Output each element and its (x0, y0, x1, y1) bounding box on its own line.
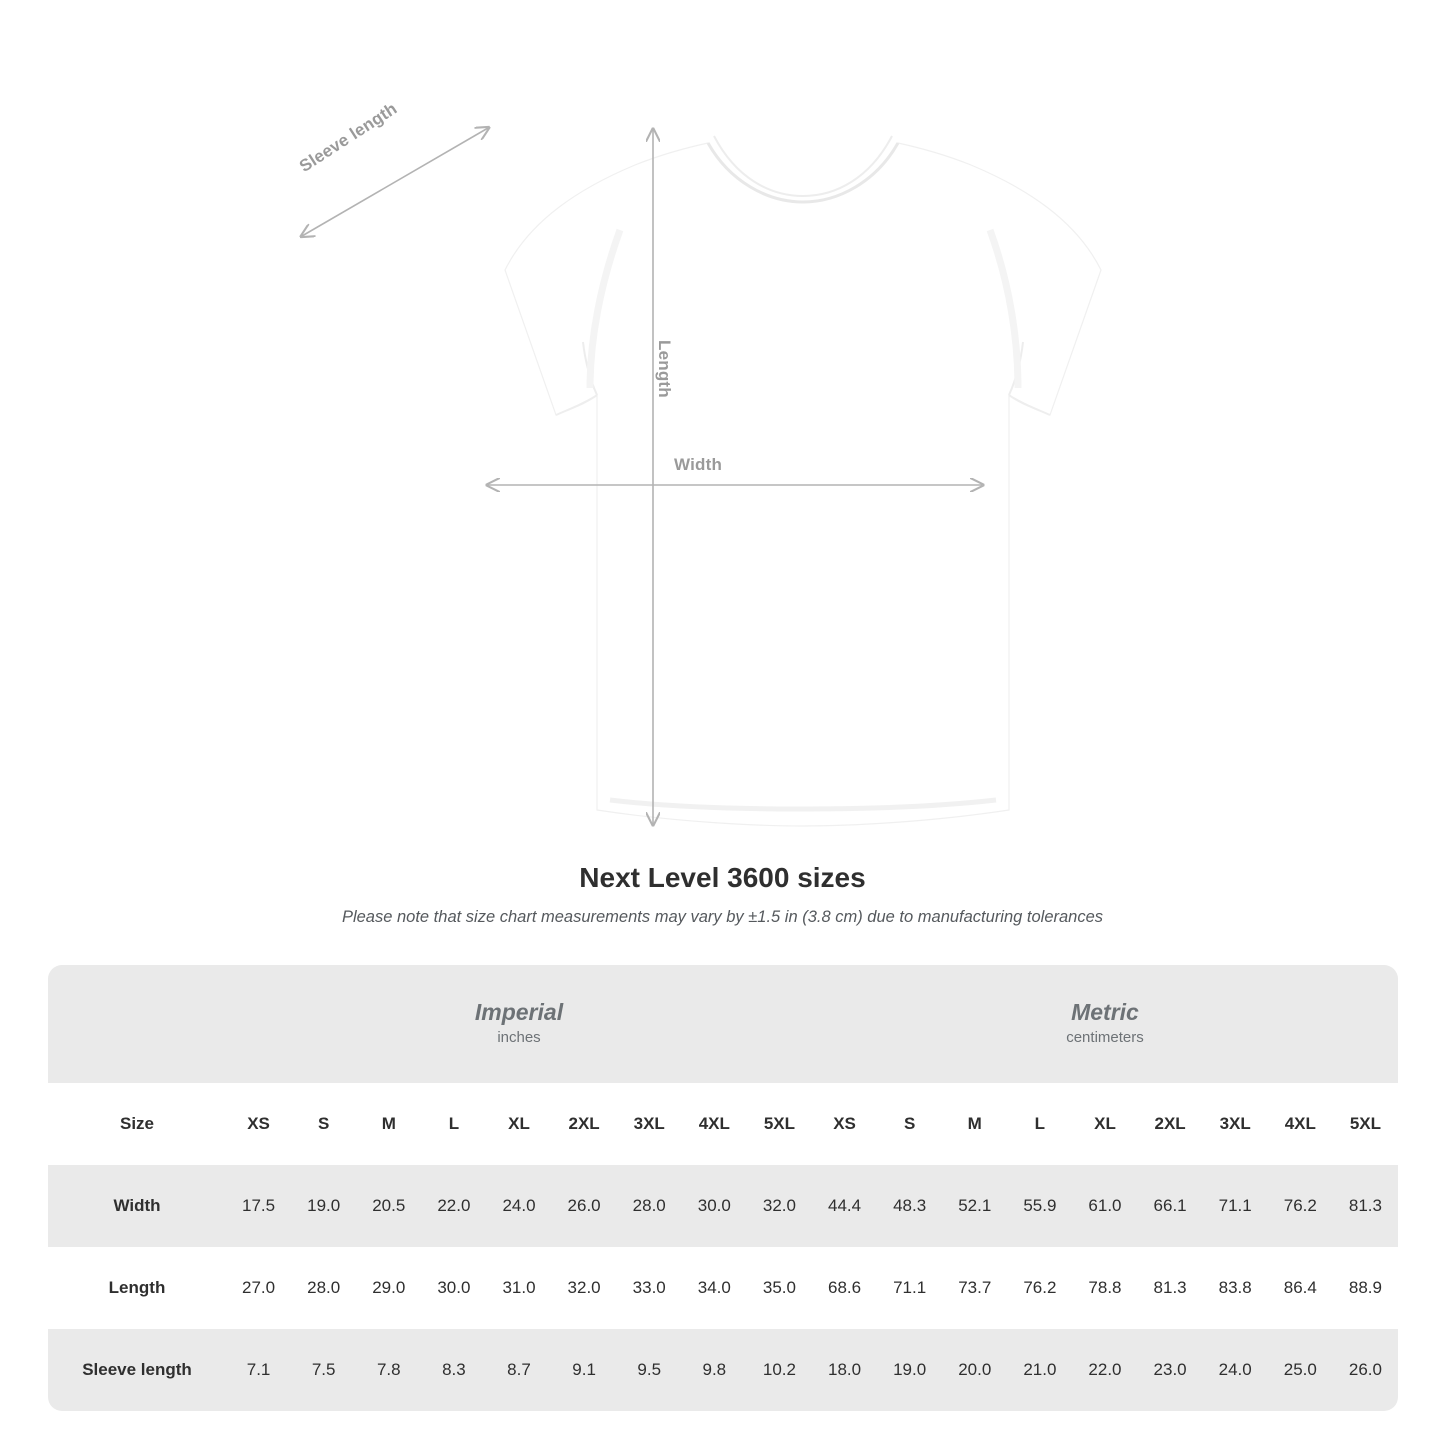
sleeve-cell: 7.1 (226, 1329, 291, 1411)
width-cell: 30.0 (682, 1165, 747, 1247)
size-cell: S (291, 1083, 356, 1165)
width-arrow (480, 472, 990, 498)
length-cell: 29.0 (356, 1247, 421, 1329)
width-cell: 76.2 (1268, 1165, 1333, 1247)
width-cell: 81.3 (1333, 1165, 1398, 1247)
row-label-size: Size (48, 1083, 226, 1165)
length-cell: 31.0 (486, 1247, 551, 1329)
size-cell: 2XL (1138, 1083, 1203, 1165)
size-table (48, 965, 1398, 1411)
width-cell: 71.1 (1203, 1165, 1268, 1247)
row-label-width: Width (48, 1165, 226, 1247)
size-cell: 5XL (1333, 1083, 1398, 1165)
size-cell: M (356, 1083, 421, 1165)
size-cell: 2XL (552, 1083, 617, 1165)
sleeve-cell: 18.0 (812, 1329, 877, 1411)
unit-name-imperial: Imperial (474, 998, 564, 1025)
size-cell: XS (812, 1083, 877, 1165)
width-cell: 32.0 (747, 1165, 812, 1247)
length-cell: 35.0 (747, 1247, 812, 1329)
sleeve-cell: 8.3 (421, 1329, 486, 1411)
size-cell: XS (226, 1083, 291, 1165)
sleeve-length-label: Sleeve length (296, 98, 401, 176)
width-cell: 44.4 (812, 1165, 877, 1247)
width-cell: 48.3 (877, 1165, 942, 1247)
unit-sub-imperial: inches (497, 1029, 541, 1047)
width-cell: 22.0 (421, 1165, 486, 1247)
sleeve-cell: 9.8 (682, 1329, 747, 1411)
length-cell: 34.0 (682, 1247, 747, 1329)
unit-name-metric: Metric (1071, 998, 1139, 1025)
sleeve-cell: 23.0 (1138, 1329, 1203, 1411)
sleeve-cell: 20.0 (942, 1329, 1007, 1411)
size-cell: XL (1072, 1083, 1137, 1165)
width-cell: 19.0 (291, 1165, 356, 1247)
size-cell: 3XL (1203, 1083, 1268, 1165)
sleeve-cell: 22.0 (1072, 1329, 1137, 1411)
tolerance-note: Please note that size chart measurements may vary by ±1.5 in (3.8 cm) due to manufacturing tolerances (341, 908, 1104, 926)
unit-header-spacer (48, 965, 226, 1083)
length-cell: 78.8 (1072, 1247, 1137, 1329)
sleeve-cell: 19.0 (877, 1329, 942, 1411)
size-cell: L (421, 1083, 486, 1165)
length-cell: 27.0 (226, 1247, 291, 1329)
width-cell: 66.1 (1138, 1165, 1203, 1247)
size-cell: XL (486, 1083, 551, 1165)
length-cell: 71.1 (877, 1247, 942, 1329)
sleeve-cell: 9.5 (617, 1329, 682, 1411)
width-cell: 17.5 (226, 1165, 291, 1247)
table-row-length (48, 1247, 1398, 1329)
length-cell: 83.8 (1203, 1247, 1268, 1329)
table-unit-header-row (48, 965, 1398, 1083)
width-cell: 24.0 (486, 1165, 551, 1247)
sleeve-cell: 7.8 (356, 1329, 421, 1411)
size-cell: 4XL (682, 1083, 747, 1165)
sleeve-cell: 26.0 (1333, 1329, 1398, 1411)
length-cell: 88.9 (1333, 1247, 1398, 1329)
length-label: Length (655, 340, 674, 398)
sleeve-cell: 25.0 (1268, 1329, 1333, 1411)
row-label-length: Length (48, 1247, 226, 1329)
sleeve-cell: 10.2 (747, 1329, 812, 1411)
length-cell: 33.0 (617, 1247, 682, 1329)
width-cell: 55.9 (1007, 1165, 1072, 1247)
width-cell: 26.0 (552, 1165, 617, 1247)
unit-header-metric (812, 965, 1398, 1083)
size-cell: 4XL (1268, 1083, 1333, 1165)
width-label: Width (674, 455, 723, 474)
sleeve-cell: 21.0 (1007, 1329, 1072, 1411)
sleeve-cell: 24.0 (1203, 1329, 1268, 1411)
unit-sub-metric: centimeters (1066, 1029, 1144, 1047)
size-cell: S (877, 1083, 942, 1165)
length-cell: 86.4 (1268, 1247, 1333, 1329)
width-cell: 52.1 (942, 1165, 1007, 1247)
length-cell: 76.2 (1007, 1247, 1072, 1329)
size-cell: L (1007, 1083, 1072, 1165)
table-row-width (48, 1165, 1398, 1247)
length-cell: 68.6 (812, 1247, 877, 1329)
length-cell: 73.7 (942, 1247, 1007, 1329)
size-cell: M (942, 1083, 1007, 1165)
sleeve-cell: 7.5 (291, 1329, 356, 1411)
size-cell: 5XL (747, 1083, 812, 1165)
length-cell: 32.0 (552, 1247, 617, 1329)
width-cell: 61.0 (1072, 1165, 1137, 1247)
table-row-size (48, 1083, 1398, 1165)
sleeve-cell: 8.7 (486, 1329, 551, 1411)
length-cell: 30.0 (421, 1247, 486, 1329)
width-cell: 28.0 (617, 1165, 682, 1247)
sleeve-length-arrow (286, 118, 506, 248)
unit-header-imperial (226, 965, 812, 1083)
length-cell: 28.0 (291, 1247, 356, 1329)
width-cell: 20.5 (356, 1165, 421, 1247)
size-cell: 3XL (617, 1083, 682, 1165)
page-title: Next Level 3600 sizes (579, 862, 866, 893)
length-cell: 81.3 (1138, 1247, 1203, 1329)
heading-block (0, 862, 1445, 927)
sleeve-cell: 9.1 (552, 1329, 617, 1411)
row-label-sleeve-length: Sleeve length (48, 1329, 226, 1411)
table-row-sleeve-length (48, 1329, 1398, 1411)
